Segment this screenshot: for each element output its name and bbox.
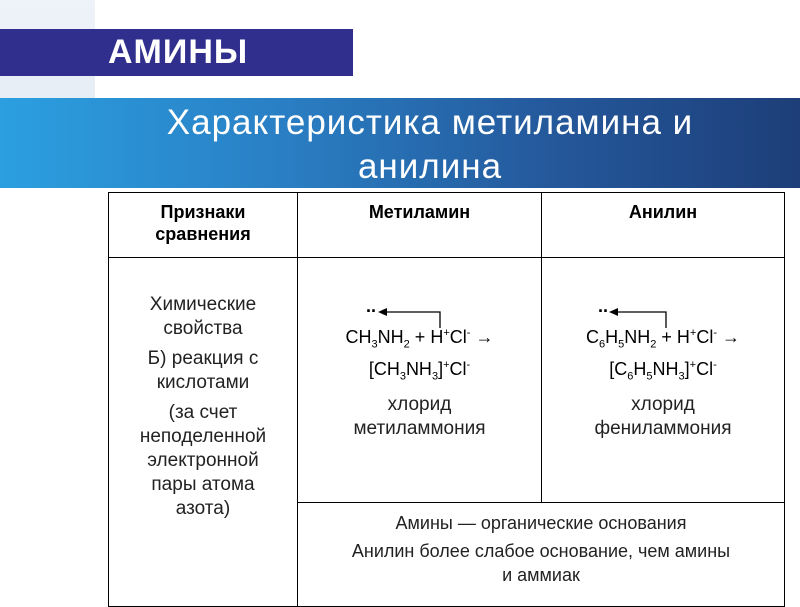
- header-criteria-line1: Признаки: [160, 202, 246, 222]
- aniline-product-name: [542, 393, 784, 441]
- prod-sub: 3: [399, 370, 406, 383]
- eq-plus: +: [661, 327, 672, 347]
- prod-sub: 6: [627, 370, 634, 383]
- aniline-name-line1: хлорид: [631, 394, 695, 415]
- prod-sub: 3: [678, 370, 685, 383]
- criteria-line4: кислотами: [156, 372, 250, 393]
- header-aniline: [541, 192, 785, 258]
- methylamine-name-line2: метиламмония: [353, 418, 486, 439]
- eq-sub: 2: [403, 338, 410, 351]
- conclusion-line3: и аммиак: [502, 565, 580, 585]
- prod-sup: -: [466, 359, 471, 371]
- conclusion-line1: Амины — органические основания: [395, 513, 687, 533]
- header-criteria-line2: сравнения: [155, 224, 251, 244]
- eq-h: H: [605, 327, 619, 347]
- header-methylamine-text: Метиламин: [368, 202, 471, 222]
- criteria-cell: [108, 257, 298, 607]
- eq-cl: Cl: [696, 327, 714, 347]
- eq-sup: +: [689, 327, 697, 339]
- eq-h: H: [430, 327, 444, 347]
- eq-c: C: [585, 327, 599, 347]
- methylamine-product-name: [298, 393, 541, 441]
- criteria-line9: азота): [175, 498, 231, 519]
- methylamine-lone-pair: ..: [366, 296, 377, 316]
- eq-plus: +: [414, 327, 426, 347]
- methylamine-name-line1: хлорид: [387, 394, 452, 415]
- criteria-line6: неподеленной: [139, 426, 267, 447]
- aniline-product: [542, 359, 784, 383]
- slide-title-line2: анилина: [357, 147, 503, 186]
- eq-sup: +: [443, 327, 450, 339]
- criteria-line3: Б) реакция с: [147, 348, 259, 369]
- comparison-table: [108, 192, 785, 607]
- header-criteria: [108, 192, 298, 258]
- methylamine-product: [298, 359, 541, 383]
- prod-open: [C: [609, 359, 628, 379]
- criteria-line8: пары атома: [151, 474, 255, 495]
- conclusion-cell: [297, 502, 785, 607]
- eq-sub: 6: [598, 338, 606, 351]
- prod-nh: NH: [405, 359, 432, 379]
- prod-sup: +: [443, 359, 450, 371]
- eq-sub: 3: [371, 338, 378, 351]
- eq-sub: 5: [618, 338, 625, 351]
- methylamine-equation: [298, 327, 541, 351]
- prod-sub: 5: [646, 370, 653, 383]
- aniline-equation: [542, 327, 784, 351]
- prod-cl: Cl: [449, 359, 467, 379]
- eq-yield-arrow: →: [722, 327, 741, 347]
- eq-nh: NH: [624, 327, 651, 347]
- eq-h: H: [676, 327, 690, 347]
- conclusion-line2: Анилин более слабое основание, чем амины: [351, 541, 731, 561]
- header-methylamine: [297, 192, 542, 258]
- prod-open: [CH: [368, 359, 400, 379]
- methylamine-reaction-cell: [297, 257, 542, 503]
- prod-close: ]: [438, 359, 444, 379]
- aniline-reaction-cell: [541, 257, 785, 503]
- eq-nh: NH: [377, 327, 404, 347]
- section-label: [0, 29, 353, 76]
- eq-cl: Cl: [449, 327, 467, 347]
- prod-sup: -: [713, 359, 717, 371]
- prod-nh: NH: [652, 359, 679, 379]
- criteria-line5: (за счет: [168, 402, 238, 423]
- criteria-line7: электронной: [147, 450, 259, 471]
- slide-title: [80, 101, 780, 189]
- header-aniline-text: Анилин: [628, 202, 698, 222]
- criteria-line1: Химические: [149, 294, 257, 315]
- prod-sup: +: [689, 359, 697, 371]
- eq-ch: CH: [345, 327, 372, 347]
- prod-sub: 3: [431, 370, 439, 383]
- prod-h: H: [633, 359, 647, 379]
- prod-cl: Cl: [696, 359, 714, 379]
- eq-yield-arrow: →: [475, 327, 494, 347]
- criteria-line2: свойства: [163, 318, 243, 339]
- aniline-name-line2: фениламмония: [594, 418, 732, 439]
- prod-close: ]: [684, 359, 690, 379]
- slide-title-line1: Характеристика метиламина и: [166, 103, 694, 142]
- section-label-text: АМИНЫ: [108, 33, 249, 71]
- eq-sub: 2: [650, 338, 657, 351]
- eq-sup: -: [466, 327, 471, 339]
- aniline-lone-pair: ..: [598, 296, 609, 316]
- eq-sup: -: [713, 327, 717, 339]
